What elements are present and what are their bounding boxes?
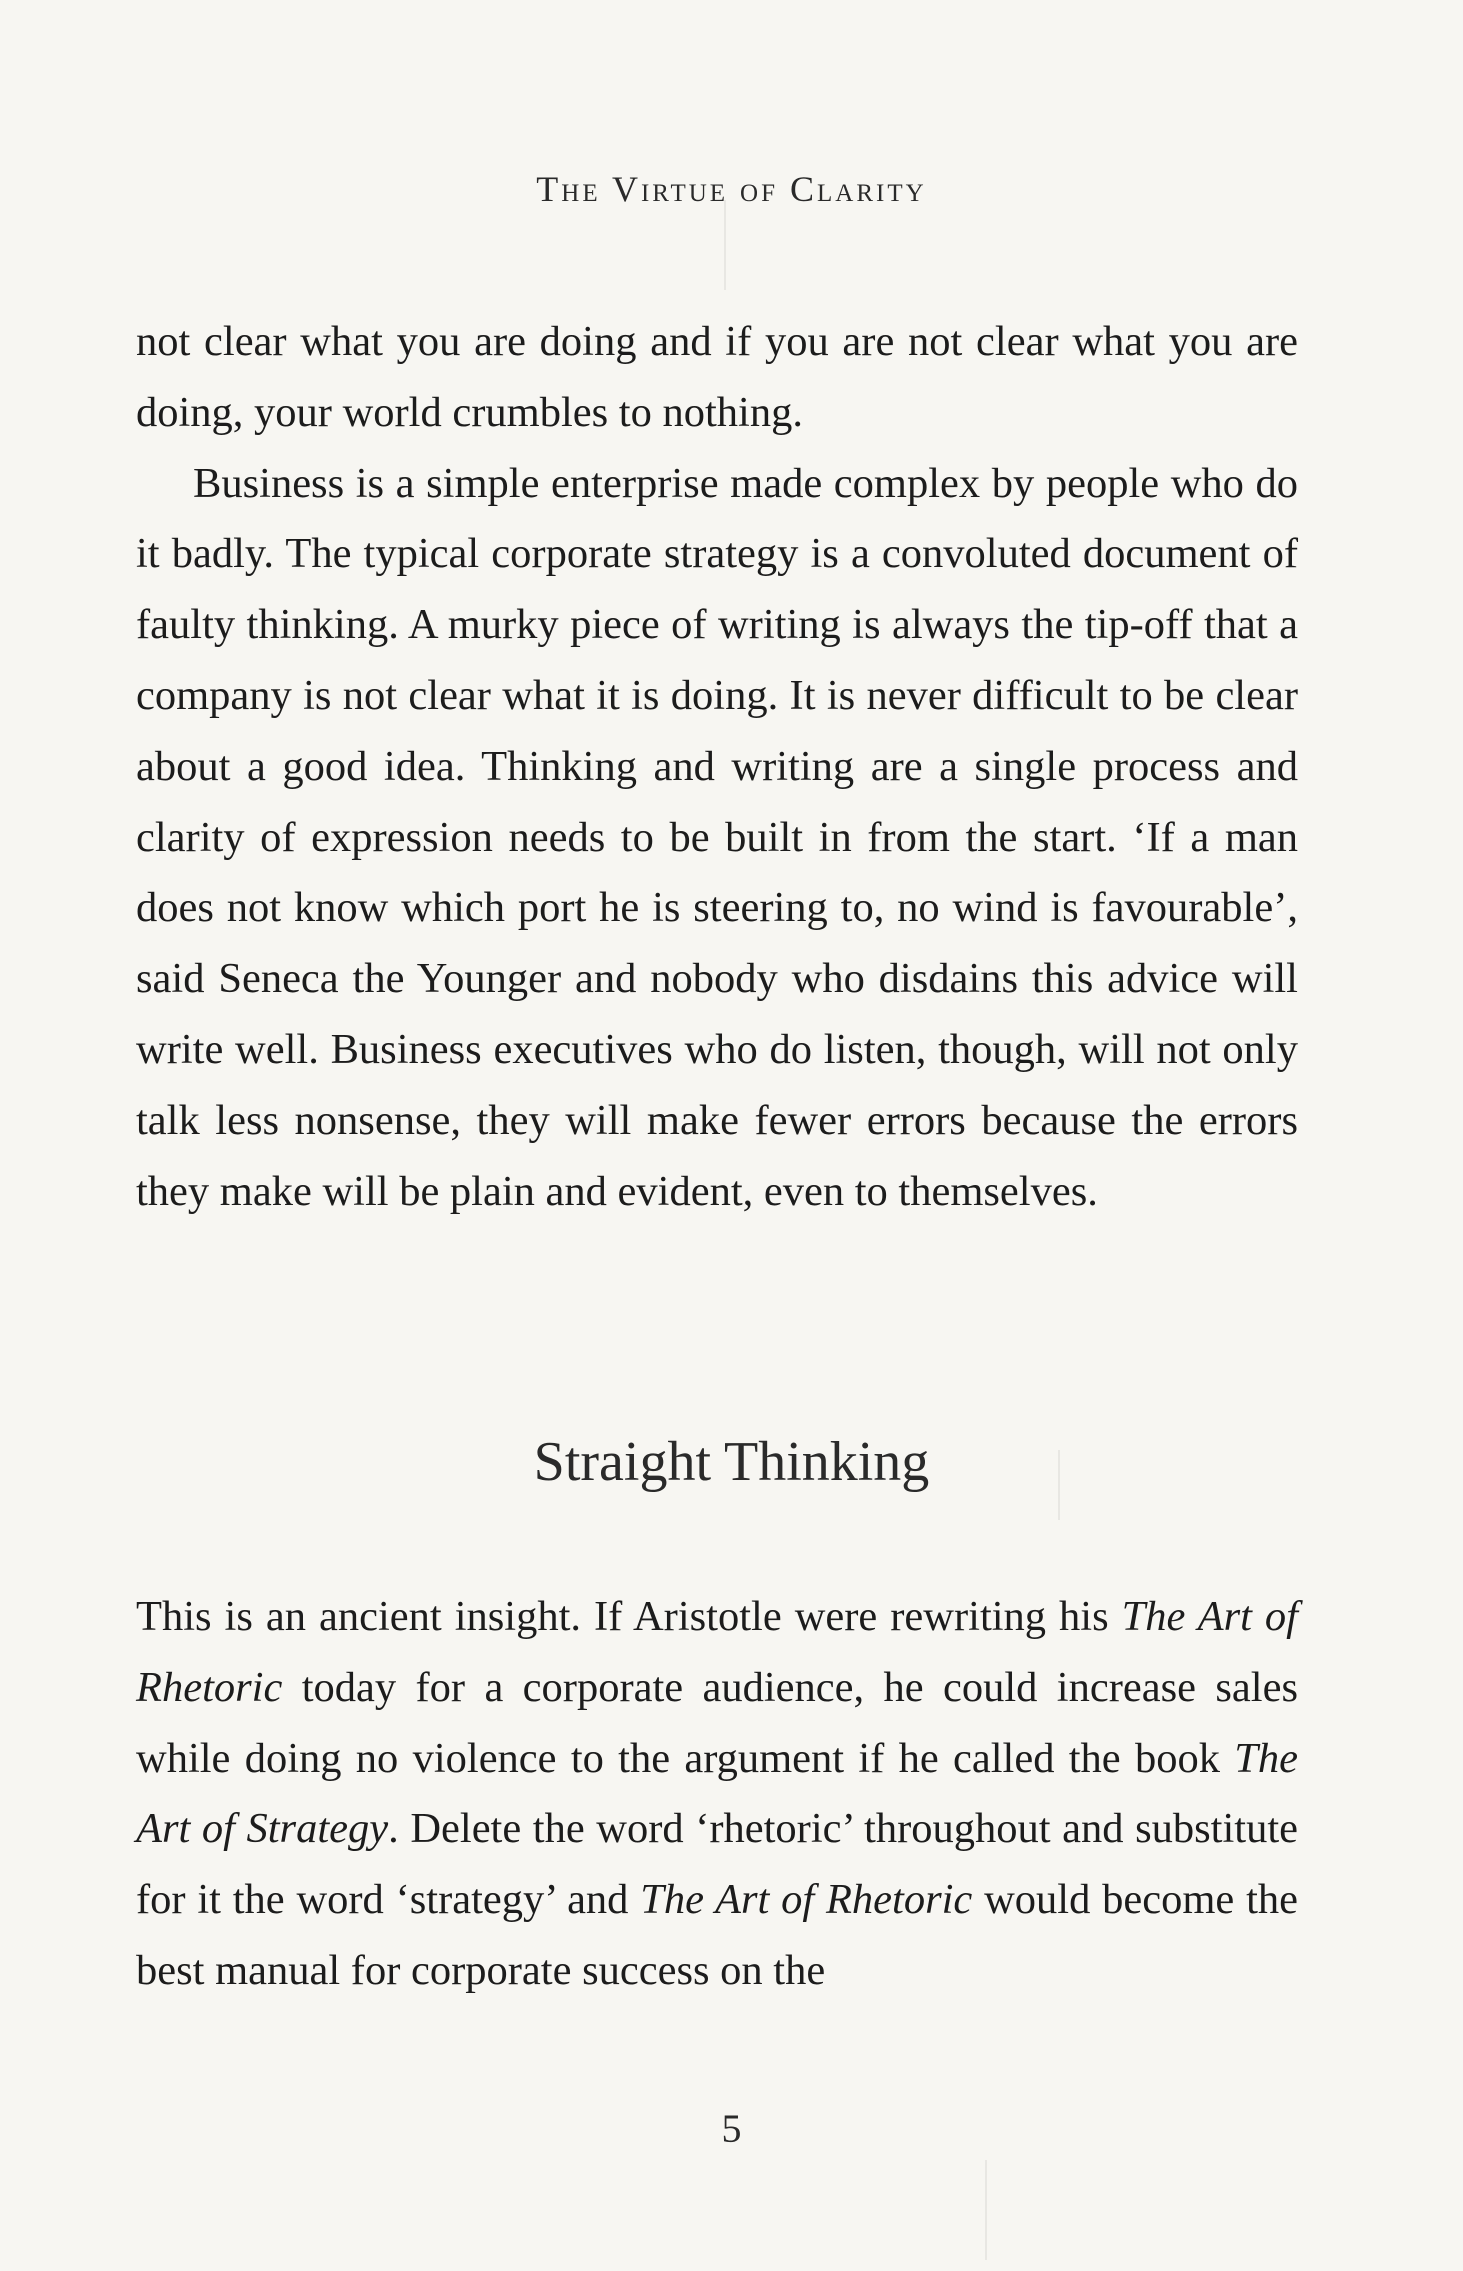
paragraph-text: . Delete the word ‘rhetoric’ throughout and substitute for it the word ‘strategy’ and xyxy=(136,1805,1298,1924)
running-head: The Virtue of Clarity xyxy=(536,169,927,209)
paragraph-text: This is an ancient insight. If Aristotle were rewriting his xyxy=(136,1593,1122,1640)
page-number: 5 xyxy=(721,2106,742,2151)
scan-artifact xyxy=(985,2160,987,2260)
section-heading: Straight Thinking xyxy=(533,1431,930,1493)
book-title-italic: The Art of Strategy xyxy=(136,1734,1298,1853)
scan-artifact xyxy=(724,200,726,290)
top-text-block xyxy=(136,307,1298,1227)
paragraph-text: would become the best manual for corporate success on the xyxy=(136,1876,1298,1994)
paragraph-business: Business is a simple enterprise made complex by people who do it badly. The typical corporate strategy is a convoluted document of faulty thinking. A murky piece of writing is always the tip-off that a company is not clear what it is doing. It is never difficult to be clear about a good idea. Thinking and writing are a single process and clarity of expression needs to be built in from the start. ‘If a man does not know which port he is steering to, no wind is favourable’, said Seneca the Younger and nobody who disdains this advice will write well. Business executives who do listen, though, will not only talk less nonsense, they will make fewer errors because the errors they make will be plain and evident, even to themselves. xyxy=(136,459,1298,1215)
bottom-text-block xyxy=(136,1582,1298,2007)
book-title-italic: The Art of Rhetoric xyxy=(640,1876,973,1924)
book-title-italic: The Art of Rhetoric xyxy=(136,1593,1298,1711)
paragraph-text: today for a corporate audience, he could increase sales while doing no violence to the argument if he called the book xyxy=(136,1663,1298,1782)
paragraph-ancient-insight xyxy=(136,1582,1298,2007)
paragraph-continued: not clear what you are doing and if you are not clear what you are doing, your world crumbles to nothing. xyxy=(136,318,1298,436)
